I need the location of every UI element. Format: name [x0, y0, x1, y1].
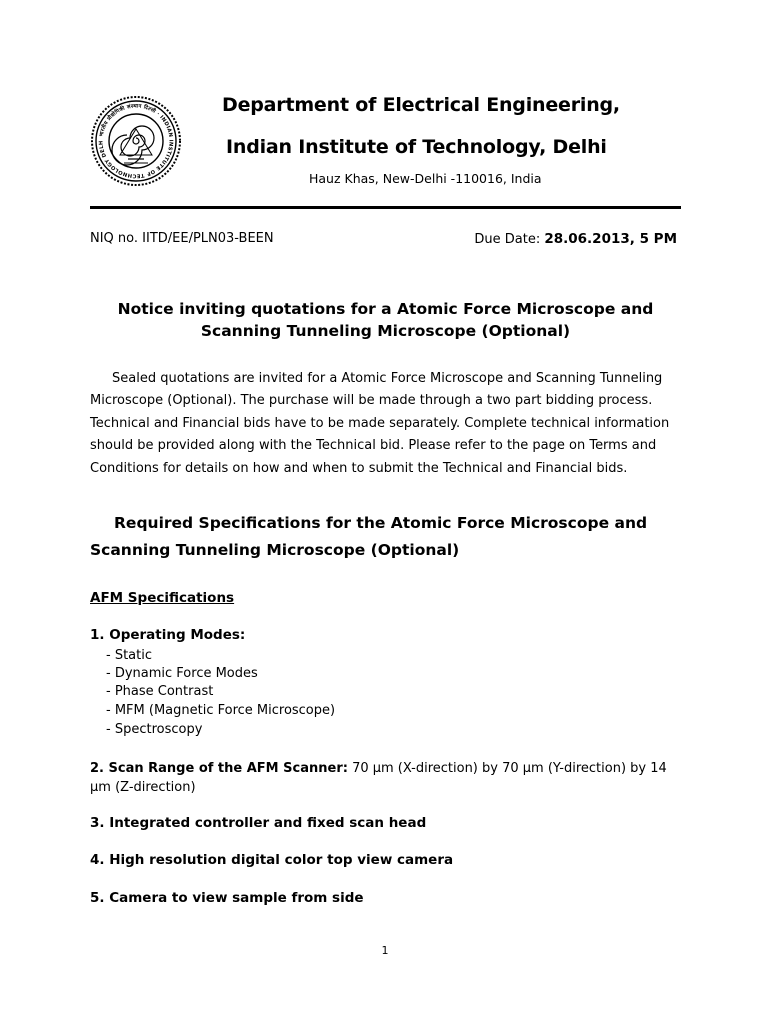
due-date-value: 28.06.2013, 5 PM: [544, 231, 677, 247]
spec-item-2-text: 70 µm (X-direction) by 70 µm (Y-direction) by 14 µm (Z-direction): [90, 761, 667, 795]
specifications-title-text: Required Specifications for the Atomic Force Microscope and Scanning Tunneling Microscope (Optional): [90, 514, 648, 559]
notice-body: [90, 368, 682, 480]
spec-item-5: 5. Camera to view sample from side: [90, 890, 364, 906]
logo-ring-text: भारतीय प्रौद्योगिकी संस्थान दिल्ली · INDIAN INSTITUTE OF TECHNOLOGY DELH: [98, 103, 174, 179]
due-date-label: Due Date:: [474, 232, 545, 247]
header-divider: [90, 206, 681, 209]
spec-item-2-heading: 2. Scan Range of the AFM Scanner:: [90, 761, 348, 776]
spec-item-4: 4. High resolution digital color top view camera: [90, 852, 454, 868]
afm-specifications-heading: AFM Specifications: [90, 590, 235, 606]
niq-number: NIQ no. IITD/EE/PLN03-BEEN: [90, 231, 274, 246]
address-line: Hauz Khas, New-Delhi -110016, India: [309, 171, 542, 186]
notice-body-text: Sealed quotations are invited for a Atomic Force Microscope and Scanning Tunneling Microscope (Optional). The purchase will be made through a two part bidding process. Technical and Financial bids have to be made separately. Complete technical information should be provided along with the Technical bid. Please refer to the page on Terms and Conditions for details on how and when to submit the Technical and Financial bids.: [90, 371, 670, 476]
iit-delhi-logo: [90, 95, 182, 187]
due-date: [474, 231, 677, 247]
specifications-title: [90, 510, 682, 564]
department-heading: Department of Electrical Engineering,: [222, 94, 620, 116]
spec-item-1-heading: 1. Operating Modes:: [90, 627, 246, 643]
spec-item-3: 3. Integrated controller and fixed scan head: [90, 815, 427, 831]
notice-title-line1: Notice inviting quotations for a Atomic Force Microscope and: [117, 300, 654, 318]
institute-heading: Indian Institute of Technology, Delhi: [226, 136, 607, 158]
notice-title: [90, 298, 681, 342]
page-number: 1: [381, 944, 389, 957]
mode-item: - Static: [106, 648, 152, 663]
mode-item: - Phase Contrast: [106, 684, 214, 699]
spec-item-2: [90, 759, 682, 797]
mode-item: - Dynamic Force Modes: [106, 666, 258, 681]
mode-item: - Spectroscopy: [106, 722, 203, 737]
mode-item: - MFM (Magnetic Force Microscope): [106, 703, 336, 718]
notice-title-line2: Scanning Tunneling Microscope (Optional): [200, 322, 571, 340]
